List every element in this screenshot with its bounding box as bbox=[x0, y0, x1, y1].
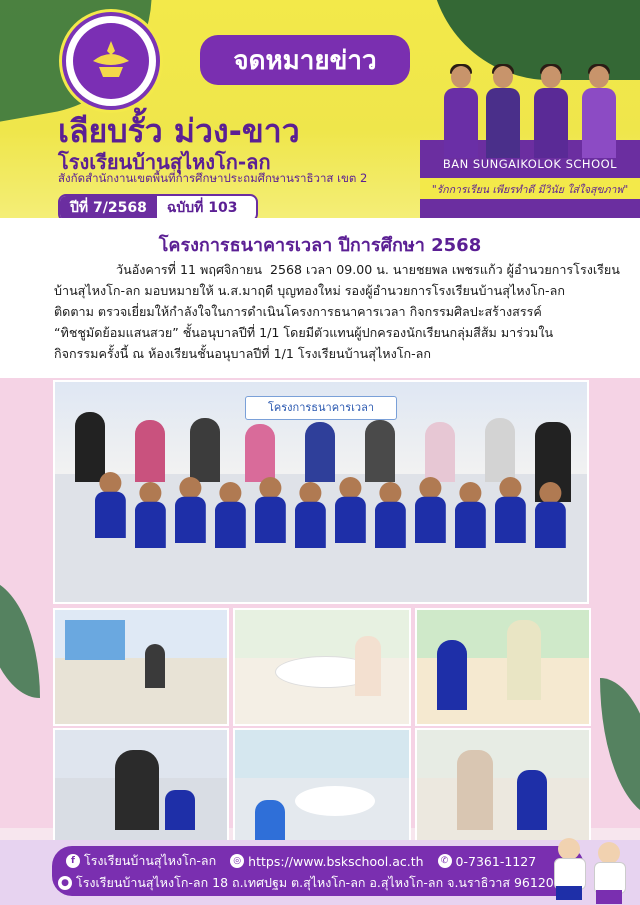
school-motto: "รักการเรียน เพียรทำดี มีวินัย ใส่ใจสุขภาพ" bbox=[420, 178, 640, 199]
lamp-icon bbox=[85, 39, 137, 83]
activity-photo bbox=[233, 608, 411, 726]
location-icon: ● bbox=[58, 876, 72, 890]
activity-photo bbox=[415, 728, 591, 846]
article-line: “ทิชชูมัดย้อมแสนสวย” ชั้นอนุบาลปีที่ 1/1 โดยมีตัวแทนผู้ปกครองนักเรียนกลุ่มสีส้ม มาร่วมใน bbox=[54, 325, 554, 340]
english-school-name: BAN SUNGAIKOLOK SCHOOL bbox=[442, 157, 618, 171]
mascot bbox=[590, 842, 628, 904]
article-title: โครงการธนาคารเวลา ปีการศึกษา 2568 bbox=[158, 235, 482, 256]
article-line: ติดตาม ตรวจเยี่ยมให้กำลังใจในการดำเนินโครงการธนาคารเวลา กิจกรรมศิลปะสร้างสรรค์ bbox=[54, 304, 542, 319]
address-text: โรงเรียนบ้านสุไหงโก-ลก 18 ถ.เทศปฐม ต.สุไหงโก-ลก อ.สุไหงโก-ลก จ.นราธิวาส 96120 bbox=[76, 875, 554, 890]
article-line: กิจกรรมครั้งนี้ ณ ห้องเรียนชั้นอนุบาลปีที่ 1/1 โรงเรียนบ้านสุไหงโก-ลก bbox=[54, 346, 432, 361]
issue-year: ปีที่ 7/2568 bbox=[60, 196, 157, 220]
activity-photo bbox=[415, 608, 591, 726]
photo-banner: โครงการธนาคารเวลา bbox=[245, 396, 397, 420]
school-logo bbox=[62, 12, 160, 110]
globe-icon: ◎ bbox=[230, 854, 244, 868]
issue-number: ฉบับที่ 103 bbox=[166, 200, 238, 216]
article-body bbox=[54, 259, 620, 364]
activity-photo bbox=[53, 608, 229, 726]
article-line: วันอังคารที่ 11 พฤศจิกายน 2568 เวลา 09.00 น. นายชยพล เพชรแก้ว ผู้อำนวยการโรงเรียน bbox=[84, 262, 620, 277]
facebook-link[interactable]: โรงเรียนบ้านสุไหงโก-ลก bbox=[84, 853, 217, 868]
staff-photo bbox=[442, 58, 620, 158]
phone-number[interactable]: 0-7361-1127 bbox=[455, 853, 537, 869]
phone-icon: ✆ bbox=[438, 854, 452, 868]
website-link[interactable]: https://www.bskschool.ac.th bbox=[248, 853, 424, 869]
school-name: โรงเรียนบ้านสุไหงโก-ลก bbox=[58, 150, 271, 174]
article-line: บ้านสุไหงโก-ลก มอบหมายให้ น.ส.มาฤดี บุญทองใหม่ รองผู้อำนวยการโรงเรียนบ้านสุไหงโก-ลก bbox=[54, 283, 565, 298]
newsletter-tag: จดหมายข่าว bbox=[200, 35, 410, 85]
activity-photo bbox=[53, 728, 229, 846]
activity-photo bbox=[233, 728, 411, 846]
footer-contacts bbox=[66, 851, 586, 871]
newsletter-title: เลียบรั้ว ม่วง-ขาว bbox=[58, 112, 300, 150]
mascot bbox=[550, 838, 588, 900]
footer-address bbox=[58, 873, 578, 893]
group-photo bbox=[53, 380, 589, 604]
affiliation-line: สังกัดสำนักงานเขตพื้นที่การศึกษาประถมศึกษานราธิวาส เขต 2 bbox=[58, 171, 368, 185]
facebook-icon: f bbox=[66, 854, 80, 868]
